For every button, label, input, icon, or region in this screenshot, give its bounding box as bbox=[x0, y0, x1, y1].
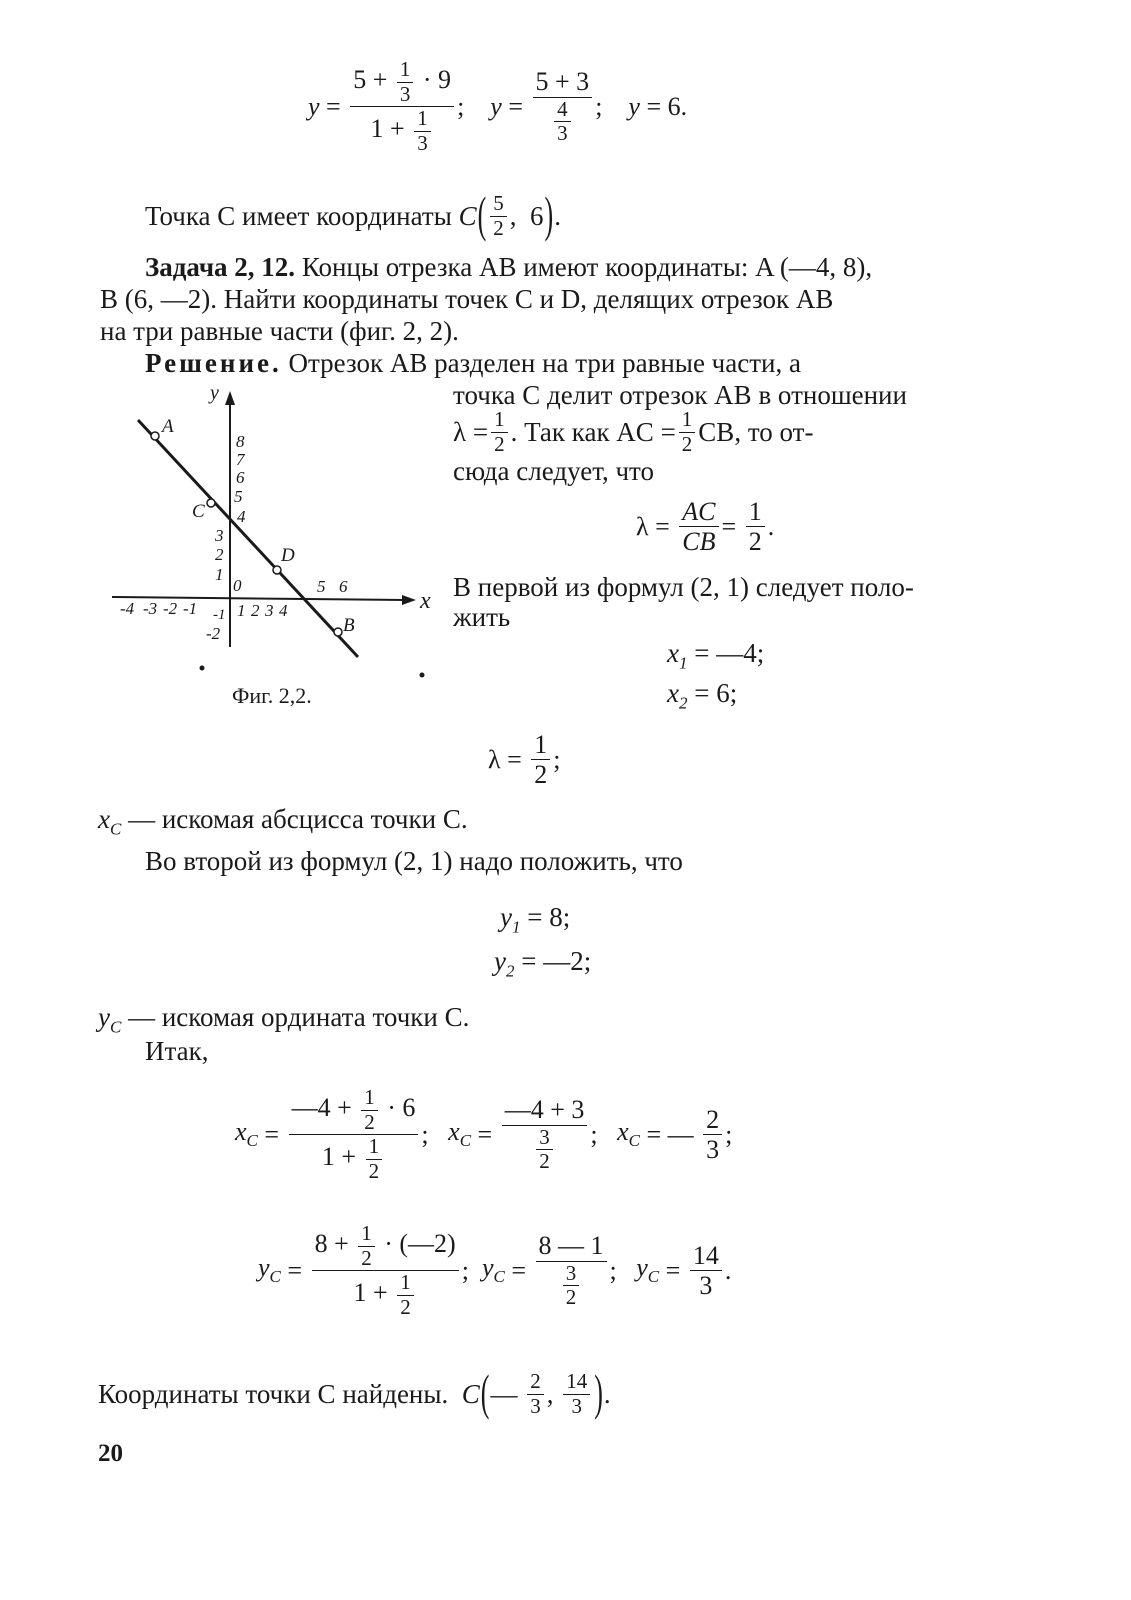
task-label: Задача 2, 12. bbox=[145, 252, 296, 282]
y-tick-neg1: -1 bbox=[213, 607, 226, 623]
y-tick-8: 8 bbox=[236, 432, 245, 451]
label-y: y bbox=[210, 382, 219, 404]
y-fraction-2: $\frac{5 + 3}{\frac{4}{3}}$ bbox=[533, 67, 593, 145]
point-c-line: Точка C имеет координаты C ( $\frac{5}{2}$ , 6 ) . bbox=[145, 187, 561, 243]
y-tick-5: 5 bbox=[234, 487, 243, 506]
y-tick-neg2: -2 bbox=[206, 624, 221, 643]
point-a bbox=[151, 432, 159, 440]
second-formula-line: Во второй из формул (2, 1) надо положить, что bbox=[145, 846, 683, 876]
y-tick-7: 7 bbox=[236, 450, 245, 469]
dot-mark bbox=[420, 673, 425, 678]
y1-eq: $y_1 = 8$; bbox=[500, 902, 571, 937]
x-tick-5: 5 bbox=[317, 577, 326, 596]
point-c bbox=[207, 499, 215, 507]
formula-line-1: В первой из формул (2, 1) следует поло- bbox=[453, 572, 914, 602]
y-tick-3: 3 bbox=[215, 526, 224, 545]
x-tick-neg2: -2 bbox=[163, 599, 178, 618]
figure-caption: Фиг. 2,2. bbox=[232, 683, 312, 708]
yc-fraction-1: 8 + $\frac{1}{2}$ · (—2) 1 + $\frac{1}{2}$ bbox=[312, 1222, 459, 1319]
xc-fraction-1: —4 + $\frac{1}{2}$ · 6 1 + $\frac{1}{2}$ bbox=[289, 1086, 419, 1183]
xc-desc-line: $x_C$ — искомая абсцисса точки C. bbox=[98, 804, 468, 839]
task-line-2: B (6, —2). Найти координаты точек C и D, делящих отрезок AB bbox=[100, 284, 834, 314]
y-tick-2: 2 bbox=[215, 545, 224, 564]
solution-text-4: CB, то от- bbox=[698, 417, 814, 448]
segment-ab bbox=[138, 420, 358, 657]
xc-desc: — искомая абсцисса точки C. bbox=[128, 804, 468, 834]
y-fraction-1: 5 + $\frac{1}{3}$ · 9 1 + $\frac{1}{3}$ bbox=[350, 58, 454, 155]
y-equation: y = 5 + $\frac{1}{3}$ · 9 1 + $\frac{1}{3}$ ; y = $\frac{5 + 3}{\frac{4}{3}}$ ; y = 6. bbox=[308, 57, 688, 155]
itak: Итак, bbox=[145, 1036, 209, 1066]
x-axis-arrow bbox=[402, 595, 416, 605]
x1-eq: $x_1$ = —4; bbox=[667, 638, 765, 673]
point-d bbox=[273, 566, 281, 574]
final-text: Координаты точки C найдены. bbox=[98, 1379, 449, 1410]
x-tick-3: 3 bbox=[265, 601, 274, 620]
xc-equation: $x_C$ = —4 + $\frac{1}{2}$ · 6 1 + $\frac{1}{2}$ ; $x_C$ = $\frac{—4 + 3}{\frac{3}{2}}$ ; $x_C$ = — $\frac{2}{3}$ ; bbox=[235, 1085, 733, 1183]
y-tick-6: 6 bbox=[236, 468, 245, 487]
label-a: A bbox=[162, 416, 174, 437]
label-c: C bbox=[192, 501, 205, 522]
label-origin: 0 bbox=[233, 576, 242, 595]
solution-line-3: λ = $\frac{1}{2}$ . Так как AC = $\frac{1}{2}$ CB, то от- bbox=[453, 407, 814, 456]
task-line-3: на три равные части (фиг. 2, 2). bbox=[100, 316, 459, 346]
xc-fraction-2: $\frac{—4 + 3}{\frac{3}{2}}$ bbox=[502, 1095, 588, 1173]
solution-text-3: . Так как AC = bbox=[510, 417, 676, 448]
lambda-ratio: λ = $\frac{AC}{CB}$ = $\frac{1}{2}$ . bbox=[636, 497, 775, 557]
label-x: x bbox=[420, 588, 431, 614]
task-line-1 bbox=[145, 250, 872, 284]
solution-line-2: точка C делит отрезок AB в отношении bbox=[453, 380, 907, 410]
solution-text-1: Отрезок AB разделен на три равные части, а bbox=[288, 348, 801, 378]
yc-fraction-2: $\frac{8 — 1}{\frac{3}{2}}$ bbox=[536, 1231, 607, 1309]
x-tick-6: 6 bbox=[339, 577, 348, 596]
x-tick-neg3: -3 bbox=[143, 599, 158, 618]
page-number: 20 bbox=[98, 1440, 123, 1467]
solution-line-5: сюда следует, что bbox=[453, 456, 654, 486]
y-tick-1: 1 bbox=[215, 565, 224, 584]
yc-equation: $y_C$ = 8 + $\frac{1}{2}$ · (—2) 1 + $\frac{1}{2}$ ; $y_C$ = $\frac{8 — 1}{\frac{3}{2}}$ ; $y_C$ = $\frac{14}{3}$ . bbox=[258, 1221, 732, 1319]
x-tick-2: 2 bbox=[251, 601, 260, 620]
point-b bbox=[334, 628, 342, 636]
x-tick-neg4: -4 bbox=[120, 599, 135, 618]
task-text-1: Концы отрезка AB имеют координаты: A (—4, 8), bbox=[301, 252, 873, 282]
yc-desc-line: $y_C$ — искомая ордината точки C. bbox=[98, 1002, 470, 1037]
y-tick-4: 4 bbox=[237, 507, 246, 526]
point-c-text: Точка C имеет координаты bbox=[145, 201, 452, 232]
formula-line-2: жить bbox=[453, 602, 511, 632]
label-d: D bbox=[281, 545, 295, 566]
figure-2-2 bbox=[100, 375, 445, 700]
lambda-eq: λ = $\frac{1}{2}$ ; bbox=[488, 730, 561, 790]
solution-label: Решение. bbox=[145, 348, 282, 378]
y-axis-arrow bbox=[225, 391, 235, 405]
x-tick-4: 4 bbox=[279, 601, 288, 620]
x-tick-1: 1 bbox=[237, 601, 246, 620]
x-tick-neg1: -1 bbox=[183, 599, 198, 618]
y2-eq: $y_2$ = —2; bbox=[494, 946, 592, 981]
yc-desc: — искомая ордината точки C. bbox=[128, 1002, 470, 1032]
dot-mark bbox=[200, 666, 205, 671]
final-line: Координаты точки C найдены. C ( — $\frac{2}{3}$ , $\frac{14}{3}$ ) . bbox=[98, 1365, 611, 1421]
x2-eq: $x_2 = 6$; bbox=[667, 678, 738, 713]
label-b: B bbox=[343, 615, 355, 636]
